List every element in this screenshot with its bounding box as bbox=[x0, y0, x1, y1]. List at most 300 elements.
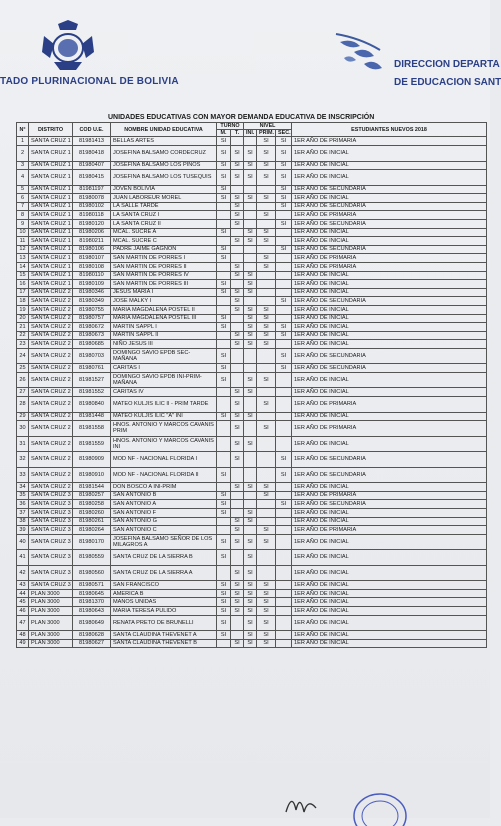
row-turno-t: SI bbox=[231, 219, 244, 228]
row-nivel-prim: SI bbox=[257, 397, 276, 413]
row-nivel-sec: SI bbox=[276, 219, 292, 228]
table-row bbox=[17, 452, 487, 468]
row-distrito: SANTA CRUZ 1 bbox=[29, 237, 73, 246]
row-nivel-sec bbox=[276, 639, 292, 648]
table-body bbox=[17, 137, 487, 648]
row-turno-m bbox=[217, 639, 231, 648]
row-number: 24 bbox=[17, 348, 29, 364]
row-nivel-ini: SI bbox=[244, 631, 257, 640]
row-distrito: SANTA CRUZ 2 bbox=[29, 388, 73, 397]
row-turno-m: SI bbox=[217, 615, 231, 631]
row-nivel-prim: SI bbox=[257, 314, 276, 323]
row-estudiantes: 1ER AÑO DE PRIMARIA bbox=[292, 137, 487, 146]
row-nivel-prim: SI bbox=[257, 137, 276, 146]
row-school-name: MOD NF - NACIONAL FLORIDA II bbox=[111, 467, 217, 483]
row-turno-m: SI bbox=[217, 348, 231, 364]
row-nivel-ini: SI bbox=[244, 581, 257, 590]
row-nivel-prim: SI bbox=[257, 589, 276, 598]
row-code: 81980761 bbox=[73, 364, 111, 373]
row-nivel-prim bbox=[257, 288, 276, 297]
row-estudiantes: 1ER AÑO DE INICIAL bbox=[292, 161, 487, 170]
row-number: 47 bbox=[17, 615, 29, 631]
table-row bbox=[17, 526, 487, 535]
row-nivel-sec bbox=[276, 340, 292, 349]
table-row bbox=[17, 280, 487, 289]
table-row bbox=[17, 331, 487, 340]
row-nivel-ini: SI bbox=[244, 534, 257, 550]
row-nivel-prim bbox=[257, 271, 276, 280]
row-nivel-ini bbox=[244, 364, 257, 373]
row-turno-m: SI bbox=[217, 581, 231, 590]
col-header-nombre: NOMBRE UNIDAD EDUCATIVA bbox=[111, 123, 217, 137]
row-turno-m: SI bbox=[217, 534, 231, 550]
row-turno-m: SI bbox=[217, 607, 231, 616]
row-nivel-sec: SI bbox=[276, 146, 292, 162]
row-school-name: DOMINGO SAVIO EPDB INI-PRIM- MAÑANA bbox=[111, 372, 217, 388]
row-distrito: SANTA CRUZ 3 bbox=[29, 508, 73, 517]
row-turno-m bbox=[217, 517, 231, 526]
table-row bbox=[17, 500, 487, 509]
row-estudiantes: 1ER AÑO DE INICIAL bbox=[292, 340, 487, 349]
row-nivel-sec bbox=[276, 421, 292, 437]
row-turno-m bbox=[217, 452, 231, 468]
row-nivel-sec bbox=[276, 372, 292, 388]
row-nivel-ini: SI bbox=[244, 170, 257, 186]
row-school-name: SANTA CRUZ DE LA SIERRA B bbox=[111, 550, 217, 566]
row-estudiantes: 1ER AÑO DE INICIAL bbox=[292, 607, 487, 616]
row-nivel-sec bbox=[276, 305, 292, 314]
row-school-name: SAN ANTONIO G bbox=[111, 517, 217, 526]
row-nivel-sec bbox=[276, 581, 292, 590]
row-code: 81980349 bbox=[73, 297, 111, 306]
row-school-name: SAN MARTIN DE PORRES IV bbox=[111, 271, 217, 280]
row-school-name: MARIA MAGDALENA POSTEL III bbox=[111, 314, 217, 323]
row-distrito: SANTA CRUZ 2 bbox=[29, 314, 73, 323]
row-number: 48 bbox=[17, 631, 29, 640]
row-number: 32 bbox=[17, 452, 29, 468]
row-estudiantes: 1ER AÑO DE INICIAL bbox=[292, 412, 487, 421]
row-turno-m: SI bbox=[217, 364, 231, 373]
row-nivel-sec: SI bbox=[276, 297, 292, 306]
row-nivel-sec: SI bbox=[276, 185, 292, 194]
row-number: 14 bbox=[17, 262, 29, 271]
table-row bbox=[17, 421, 487, 437]
row-code: 81980643 bbox=[73, 607, 111, 616]
row-nivel-prim bbox=[257, 348, 276, 364]
row-number: 27 bbox=[17, 388, 29, 397]
col-header-estudiantes: ESTUDIANTES NUEVOS 2018 bbox=[292, 123, 487, 137]
row-turno-t: SI bbox=[231, 452, 244, 468]
row-school-name: LA SANTA CRUZ I bbox=[111, 211, 217, 220]
row-number: 20 bbox=[17, 314, 29, 323]
row-number: 5 bbox=[17, 185, 29, 194]
row-number: 19 bbox=[17, 305, 29, 314]
row-code: 81980703 bbox=[73, 348, 111, 364]
row-estudiantes: 1ER AÑO DE INICIAL bbox=[292, 639, 487, 648]
row-school-name: MCAL. SUCRE A bbox=[111, 228, 217, 237]
row-estudiantes: 1ER AÑO DE SECUNDARIA bbox=[292, 202, 487, 211]
row-nivel-sec bbox=[276, 412, 292, 421]
table-row bbox=[17, 615, 487, 631]
row-turno-m: SI bbox=[217, 412, 231, 421]
row-turno-m: SI bbox=[217, 508, 231, 517]
row-nivel-sec: SI bbox=[276, 170, 292, 186]
row-turno-t bbox=[231, 185, 244, 194]
header-right-line2: DE EDUCACION SANT bbox=[394, 77, 501, 88]
row-distrito: SANTA CRUZ 2 bbox=[29, 483, 73, 492]
row-estudiantes: 1ER AÑO DE SECUNDARIA bbox=[292, 452, 487, 468]
row-code: 81980106 bbox=[73, 245, 111, 254]
table-row bbox=[17, 237, 487, 246]
row-school-name: SAN ANTONIO C bbox=[111, 526, 217, 535]
row-nivel-prim bbox=[257, 508, 276, 517]
row-turno-m bbox=[217, 211, 231, 220]
table-row bbox=[17, 412, 487, 421]
row-nivel-prim: SI bbox=[257, 170, 276, 186]
row-turno-t bbox=[231, 550, 244, 566]
row-school-name: JOSE MALKY I bbox=[111, 297, 217, 306]
row-turno-m bbox=[217, 262, 231, 271]
col-header-n: N° bbox=[17, 123, 29, 137]
row-turno-m bbox=[217, 219, 231, 228]
row-turno-t: SI bbox=[231, 581, 244, 590]
row-turno-t: SI bbox=[231, 483, 244, 492]
row-estudiantes: 1ER AÑO DE SECUNDARIA bbox=[292, 219, 487, 228]
row-code: 81980346 bbox=[73, 288, 111, 297]
row-code: 81981552 bbox=[73, 388, 111, 397]
row-nivel-ini bbox=[244, 137, 257, 146]
row-distrito: SANTA CRUZ 2 bbox=[29, 364, 73, 373]
row-distrito: SANTA CRUZ 1 bbox=[29, 219, 73, 228]
row-school-name: JOVEN BOLIVIA bbox=[111, 185, 217, 194]
row-turno-t: SI bbox=[231, 211, 244, 220]
row-code: 81980673 bbox=[73, 331, 111, 340]
row-nivel-ini bbox=[244, 211, 257, 220]
row-nivel-ini bbox=[244, 348, 257, 364]
row-distrito: SANTA CRUZ 1 bbox=[29, 271, 73, 280]
row-number: 9 bbox=[17, 219, 29, 228]
row-code: 81980211 bbox=[73, 237, 111, 246]
row-nivel-sec: SI bbox=[276, 467, 292, 483]
row-turno-m: SI bbox=[217, 372, 231, 388]
row-nivel-ini bbox=[244, 245, 257, 254]
row-estudiantes: 1ER AÑO DE SECUNDARIA bbox=[292, 348, 487, 364]
row-code: 81980407 bbox=[73, 161, 111, 170]
row-distrito: SANTA CRUZ 2 bbox=[29, 412, 73, 421]
row-turno-m: SI bbox=[217, 288, 231, 297]
row-number: 15 bbox=[17, 271, 29, 280]
row-estudiantes: 1ER AÑO DE INICIAL bbox=[292, 589, 487, 598]
row-nivel-ini: SI bbox=[244, 607, 257, 616]
row-number: 3 bbox=[17, 161, 29, 170]
row-nivel-ini: SI bbox=[244, 565, 257, 581]
row-school-name: LA SANTA CRUZ II bbox=[111, 219, 217, 228]
row-nivel-prim: SI bbox=[257, 615, 276, 631]
row-code: 81981413 bbox=[73, 137, 111, 146]
row-turno-t: SI bbox=[231, 271, 244, 280]
header-institution-right bbox=[394, 56, 501, 92]
row-distrito: SANTA CRUZ 2 bbox=[29, 348, 73, 364]
row-nivel-prim: SI bbox=[257, 372, 276, 388]
row-distrito: SANTA CRUZ 2 bbox=[29, 323, 73, 332]
row-turno-m: SI bbox=[217, 467, 231, 483]
row-turno-m: SI bbox=[217, 491, 231, 500]
row-turno-m bbox=[217, 331, 231, 340]
table-row bbox=[17, 161, 487, 170]
row-school-name: JUAN LABOREUR MOREL bbox=[111, 194, 217, 203]
row-nivel-prim bbox=[257, 388, 276, 397]
row-code: 81981558 bbox=[73, 421, 111, 437]
row-code: 81980206 bbox=[73, 228, 111, 237]
row-code: 81980078 bbox=[73, 194, 111, 203]
row-turno-t bbox=[231, 314, 244, 323]
row-turno-m: SI bbox=[217, 314, 231, 323]
table-row bbox=[17, 262, 487, 271]
row-nivel-sec bbox=[276, 254, 292, 263]
row-school-name: LA SALLE TARDE bbox=[111, 202, 217, 211]
table-row bbox=[17, 323, 487, 332]
row-estudiantes: 1ER AÑO DE INICIAL bbox=[292, 615, 487, 631]
row-distrito: SANTA CRUZ 3 bbox=[29, 500, 73, 509]
table-row bbox=[17, 297, 487, 306]
row-nivel-prim bbox=[257, 500, 276, 509]
row-turno-m: SI bbox=[217, 161, 231, 170]
row-number: 2 bbox=[17, 146, 29, 162]
row-nivel-sec bbox=[276, 228, 292, 237]
row-estudiantes: 1ER AÑO DE INICIAL bbox=[292, 271, 487, 280]
row-school-name: MOD NF - NACIONAL FLORIDA I bbox=[111, 452, 217, 468]
row-estudiantes: 1ER AÑO DE INICIAL bbox=[292, 323, 487, 332]
row-estudiantes: 1ER AÑO DE SECUNDARIA bbox=[292, 297, 487, 306]
row-number: 17 bbox=[17, 288, 29, 297]
row-turno-t: SI bbox=[231, 607, 244, 616]
table-row bbox=[17, 436, 487, 452]
table-row bbox=[17, 254, 487, 263]
row-number: 7 bbox=[17, 202, 29, 211]
row-turno-m bbox=[217, 237, 231, 246]
row-estudiantes: 1ER AÑO DE INICIAL bbox=[292, 534, 487, 550]
table-row bbox=[17, 631, 487, 640]
row-nivel-sec: SI bbox=[276, 500, 292, 509]
row-nivel-ini bbox=[244, 467, 257, 483]
row-distrito: SANTA CRUZ 1 bbox=[29, 170, 73, 186]
row-nivel-ini: SI bbox=[244, 271, 257, 280]
row-nivel-sec bbox=[276, 491, 292, 500]
row-number: 4 bbox=[17, 170, 29, 186]
row-turno-t bbox=[231, 228, 244, 237]
row-turno-m: SI bbox=[217, 631, 231, 640]
row-turno-m bbox=[217, 436, 231, 452]
row-code: 81980170 bbox=[73, 534, 111, 550]
row-nivel-prim: SI bbox=[257, 340, 276, 349]
row-distrito: SANTA CRUZ 1 bbox=[29, 194, 73, 203]
row-turno-t: SI bbox=[231, 436, 244, 452]
row-distrito: SANTA CRUZ 3 bbox=[29, 517, 73, 526]
row-distrito: SANTA CRUZ 1 bbox=[29, 202, 73, 211]
row-turno-m bbox=[217, 526, 231, 535]
row-code: 81980571 bbox=[73, 581, 111, 590]
row-number: 34 bbox=[17, 483, 29, 492]
row-turno-m bbox=[217, 202, 231, 211]
table-row bbox=[17, 185, 487, 194]
row-distrito: SANTA CRUZ 1 bbox=[29, 146, 73, 162]
row-nivel-prim: SI bbox=[257, 146, 276, 162]
row-code: 81980840 bbox=[73, 397, 111, 413]
row-school-name: SAN MARTIN DE PORRES III bbox=[111, 280, 217, 289]
row-estudiantes: 1ER AÑO DE INICIAL bbox=[292, 305, 487, 314]
row-code: 81981544 bbox=[73, 483, 111, 492]
row-nivel-ini: SI bbox=[244, 517, 257, 526]
row-turno-m: SI bbox=[217, 185, 231, 194]
row-distrito: PLAN 3000 bbox=[29, 607, 73, 616]
row-school-name: MATEO KULJIS ILIC II - PRIM TARDE bbox=[111, 397, 217, 413]
col-header-m: M. bbox=[217, 130, 231, 137]
row-turno-m bbox=[217, 297, 231, 306]
row-code: 81980685 bbox=[73, 340, 111, 349]
col-header-nivel: NIVEL bbox=[244, 123, 292, 130]
row-nivel-sec bbox=[276, 436, 292, 452]
row-school-name: NIÑO JESUS III bbox=[111, 340, 217, 349]
row-code: 81980109 bbox=[73, 280, 111, 289]
row-distrito: SANTA CRUZ 1 bbox=[29, 228, 73, 237]
row-number: 1 bbox=[17, 137, 29, 146]
row-turno-t: SI bbox=[231, 297, 244, 306]
row-nivel-ini: SI bbox=[244, 323, 257, 332]
row-school-name: HNOS. ANTONIO Y MARCOS CAVANIS INI bbox=[111, 436, 217, 452]
schools-table bbox=[16, 122, 487, 648]
row-nivel-sec bbox=[276, 314, 292, 323]
table-row bbox=[17, 550, 487, 566]
row-number: 6 bbox=[17, 194, 29, 203]
row-school-name: HNOS. ANTONIO Y MARCOS CAVANIS PRIM bbox=[111, 421, 217, 437]
row-school-name: MARTIN SAPPL I bbox=[111, 323, 217, 332]
row-estudiantes: 1ER AÑO DE INICIAL bbox=[292, 331, 487, 340]
row-number: 10 bbox=[17, 228, 29, 237]
table-row bbox=[17, 219, 487, 228]
row-nivel-prim bbox=[257, 565, 276, 581]
row-nivel-sec: SI bbox=[276, 161, 292, 170]
row-estudiantes: 1ER AÑO DE INICIAL bbox=[292, 237, 487, 246]
table-row bbox=[17, 348, 487, 364]
row-number: 40 bbox=[17, 534, 29, 550]
row-distrito: SANTA CRUZ 1 bbox=[29, 185, 73, 194]
row-nivel-prim: SI bbox=[257, 631, 276, 640]
row-estudiantes: 1ER AÑO DE INICIAL bbox=[292, 314, 487, 323]
row-number: 12 bbox=[17, 245, 29, 254]
row-nivel-prim: SI bbox=[257, 161, 276, 170]
row-number: 29 bbox=[17, 412, 29, 421]
row-turno-m: SI bbox=[217, 137, 231, 146]
row-turno-t: SI bbox=[231, 526, 244, 535]
row-nivel-sec: SI bbox=[276, 194, 292, 203]
row-turno-m bbox=[217, 483, 231, 492]
row-turno-m bbox=[217, 271, 231, 280]
table-row bbox=[17, 314, 487, 323]
row-nivel-ini: SI bbox=[244, 615, 257, 631]
row-nivel-prim: SI bbox=[257, 211, 276, 220]
row-distrito: PLAN 3000 bbox=[29, 589, 73, 598]
table-row bbox=[17, 639, 487, 648]
col-header-t: T. bbox=[231, 130, 244, 137]
ministry-leaf-logo-icon bbox=[330, 28, 390, 80]
row-nivel-prim bbox=[257, 436, 276, 452]
row-number: 22 bbox=[17, 331, 29, 340]
row-turno-t bbox=[231, 631, 244, 640]
row-distrito: SANTA CRUZ 1 bbox=[29, 262, 73, 271]
row-school-name: AMERICA B bbox=[111, 589, 217, 598]
row-school-name: CARITAS I bbox=[111, 364, 217, 373]
table-row bbox=[17, 364, 487, 373]
row-distrito: PLAN 3000 bbox=[29, 639, 73, 648]
row-school-name: SANTA CLAUDINA THEVENET B bbox=[111, 639, 217, 648]
row-nivel-ini: SI bbox=[244, 194, 257, 203]
row-turno-m bbox=[217, 305, 231, 314]
row-turno-t bbox=[231, 323, 244, 332]
row-code: 81980260 bbox=[73, 508, 111, 517]
row-distrito: SANTA CRUZ 2 bbox=[29, 288, 73, 297]
row-estudiantes: 1ER AÑO DE INICIAL bbox=[292, 436, 487, 452]
row-nivel-sec: SI bbox=[276, 137, 292, 146]
table-row bbox=[17, 340, 487, 349]
table-row bbox=[17, 146, 487, 162]
col-header-ini: INI. bbox=[244, 130, 257, 137]
row-number: 41 bbox=[17, 550, 29, 566]
table-row bbox=[17, 372, 487, 388]
table-row bbox=[17, 245, 487, 254]
row-turno-m: SI bbox=[217, 245, 231, 254]
row-nivel-sec bbox=[276, 211, 292, 220]
row-turno-m: SI bbox=[217, 146, 231, 162]
row-nivel-sec bbox=[276, 508, 292, 517]
row-code: 81980258 bbox=[73, 500, 111, 509]
row-code: 81981197 bbox=[73, 185, 111, 194]
row-code: 81980418 bbox=[73, 146, 111, 162]
table-row bbox=[17, 202, 487, 211]
table-row bbox=[17, 137, 487, 146]
row-turno-m: SI bbox=[217, 500, 231, 509]
row-nivel-ini bbox=[244, 421, 257, 437]
row-code: 81980110 bbox=[73, 271, 111, 280]
row-number: 8 bbox=[17, 211, 29, 220]
row-distrito: SANTA CRUZ 2 bbox=[29, 467, 73, 483]
row-school-name: SAN ANTONIO A bbox=[111, 500, 217, 509]
row-nivel-prim bbox=[257, 517, 276, 526]
row-nivel-ini bbox=[244, 500, 257, 509]
row-turno-t: SI bbox=[231, 598, 244, 607]
row-distrito: SANTA CRUZ 2 bbox=[29, 340, 73, 349]
row-estudiantes: 1ER AÑO DE PRIMARIA bbox=[292, 262, 487, 271]
row-nivel-prim: SI bbox=[257, 254, 276, 263]
row-code: 81981527 bbox=[73, 372, 111, 388]
row-turno-t: SI bbox=[231, 412, 244, 421]
row-estudiantes: 1ER AÑO DE INICIAL bbox=[292, 631, 487, 640]
row-nivel-sec bbox=[276, 607, 292, 616]
table-row bbox=[17, 388, 487, 397]
row-nivel-sec bbox=[276, 598, 292, 607]
row-school-name: MATEO KULJIS ILIC "A" INI bbox=[111, 412, 217, 421]
row-nivel-prim bbox=[257, 452, 276, 468]
row-turno-m: SI bbox=[217, 170, 231, 186]
row-nivel-ini: SI bbox=[244, 436, 257, 452]
row-nivel-ini bbox=[244, 262, 257, 271]
row-turno-t: SI bbox=[231, 202, 244, 211]
row-nivel-prim: SI bbox=[257, 581, 276, 590]
table-row bbox=[17, 228, 487, 237]
row-nivel-sec: SI bbox=[276, 452, 292, 468]
table-row bbox=[17, 211, 487, 220]
row-distrito: SANTA CRUZ 1 bbox=[29, 137, 73, 146]
row-school-name: JOSEFINA BALSAMO CORDECRUZ bbox=[111, 146, 217, 162]
